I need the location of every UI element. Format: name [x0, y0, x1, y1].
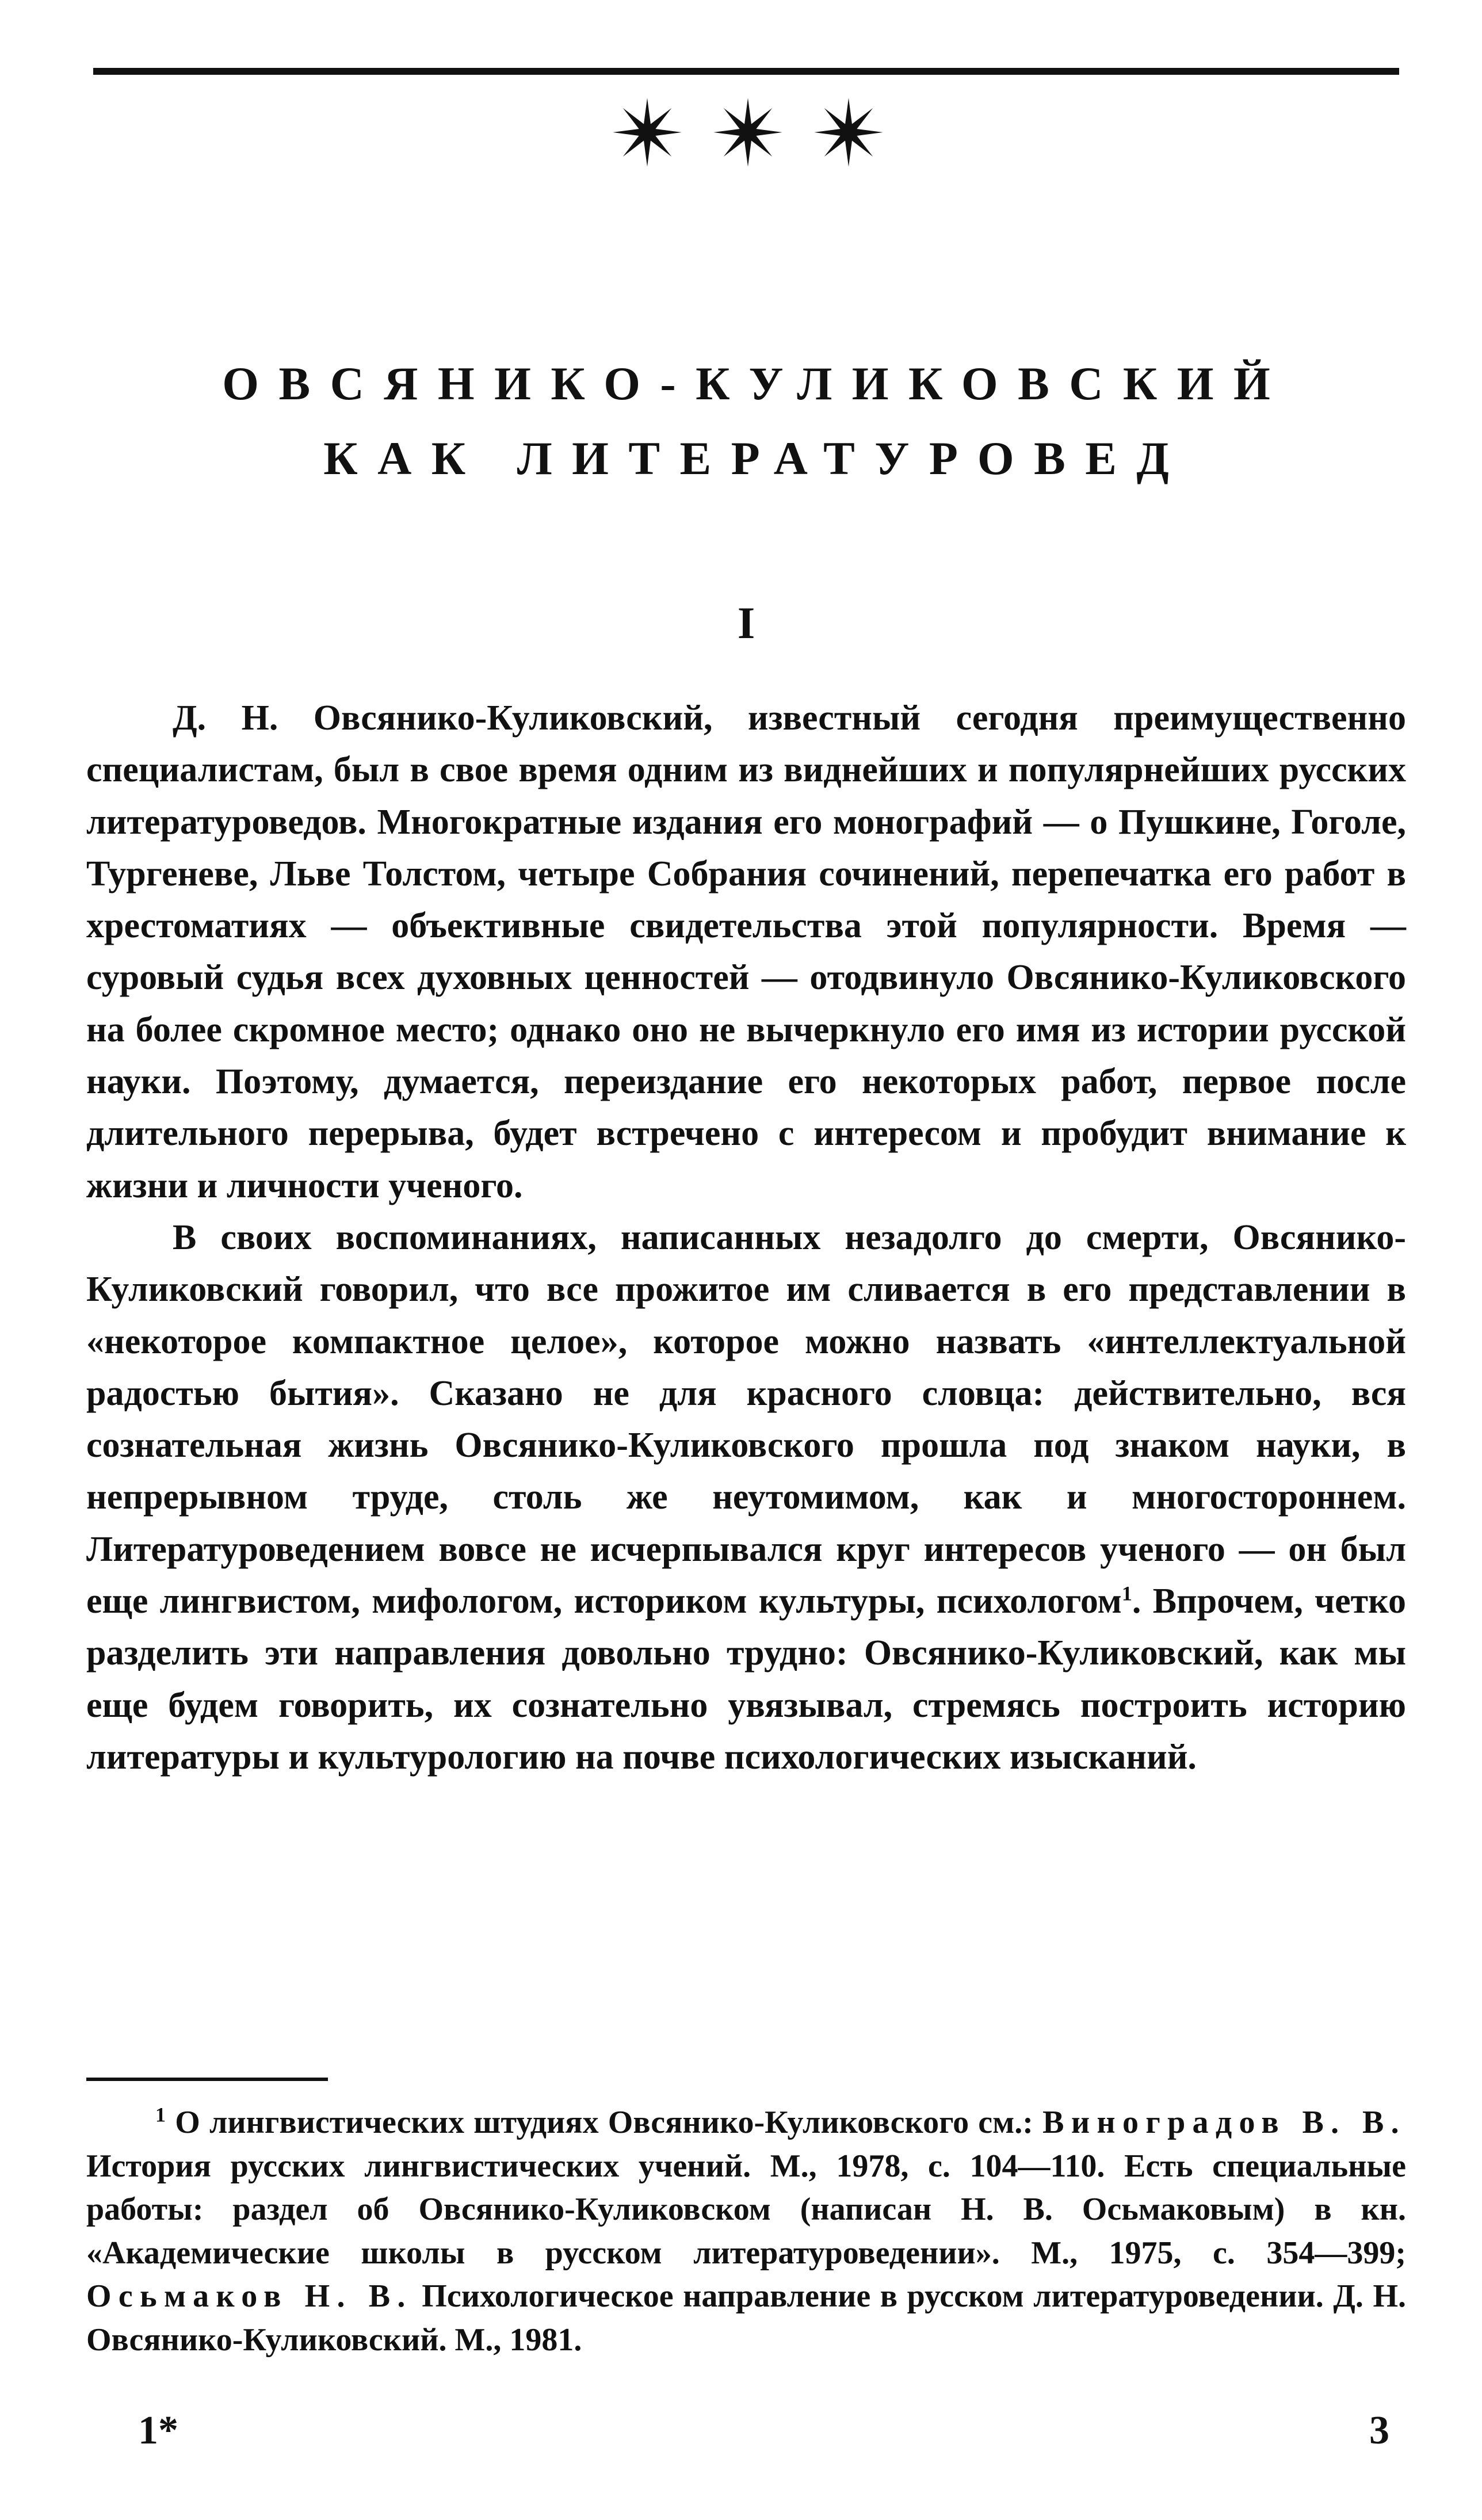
paragraph-text: В своих воспоминаниях, написанных незадолго до смерти, Овсянико-Куликовский говорил, что все прожитое им сливается в его представлении в «некоторое компактное целое», которое можно назвать «интеллектуальной радостью бытия». Сказано не для красного словца: действительно, вся сознательная жизнь Овсянико-Куликовского прошла под знаком науки, в непрерывном труде, столь же неутомимом, как и многостороннем. Литературоведением вовсе не исчерпывался круг интересов ученого — он был еще лингвистом, мифологом, историком культуры, психологом	[86, 1217, 1406, 1621]
footnote-text: Психологическое направление в русском литературоведении. Д. Н. Овсянико-Куликовский. М., 1981.	[86, 2278, 1407, 2358]
footnote-reference: 1	[1121, 1582, 1132, 1605]
section-number: I	[737, 598, 755, 648]
signature-mark: 1*	[138, 2408, 178, 2453]
top-rule	[93, 68, 1399, 75]
footnote-author: Виноградов В. В.	[1042, 2105, 1407, 2140]
paragraph	[86, 1212, 1406, 1783]
asterisk-flower-icon	[610, 95, 685, 170]
footnote-author: Осьмаков Н. В.	[86, 2278, 412, 2314]
asterisk-flower-icon	[811, 95, 886, 170]
asterisk-flower-icon	[711, 95, 785, 170]
header-ornaments	[610, 92, 886, 173]
paragraph: Д. Н. Овсянико-Куликовский, известный сегодня преимущественно специалистам, был в свое время одним из виднейших и популярнейших русских литературоведов. Многократные издания его монографий — о Пушкине, Гоголе, Тургеневе, Льве Толстом, четыре Собрания сочинений, перепечатка его работ в хрестоматиях — объективные свидетельства этой популярности. Время — суровый судья всех духовных ценностей — отодвинуло Овсянико-Куликовского на более скромное место; однако оно не вычеркнуло его имя из истории русской науки. Поэтому, думается, переиздание его некоторых работ, первое после длительного перерыва, будет встречено с интересом и пробудит внимание к жизни и личности ученого.	[86, 698, 1406, 1205]
footnote-text: О лингвистических штудиях Овсянико-Куликовского см.:	[175, 2105, 1033, 2140]
footnote-rule	[86, 2078, 328, 2081]
paragraph-text: . Впрочем, четко разделить эти направления довольно трудно: Овсянико-Куликовский, как мы еще будем говорить, их сознательно увязывал, стремясь построить историю литературы и культурологию на почве психологических изысканий.	[86, 1582, 1406, 1777]
footnote	[86, 2101, 1406, 2362]
chapter-title-line-2: КАК ЛИТЕРАТУРОВЕД	[323, 432, 1189, 484]
page-number: 3	[1369, 2408, 1389, 2453]
footnote-mark: 1	[155, 2103, 166, 2126]
body-text	[86, 692, 1406, 1783]
footnote-text: История русских лингвистических учений. М., 1978, с. 104—110. Есть специальные работы: раздел об Овсянико-Куликовском (написан Н. В. Осьмаковым) в кн. «Академические школы в русском литературоведении». М., 1975, с. 354—399;	[86, 2148, 1406, 2271]
chapter-title-line-1: ОВСЯНИКО-КУЛИКОВСКИЙ	[222, 357, 1290, 410]
